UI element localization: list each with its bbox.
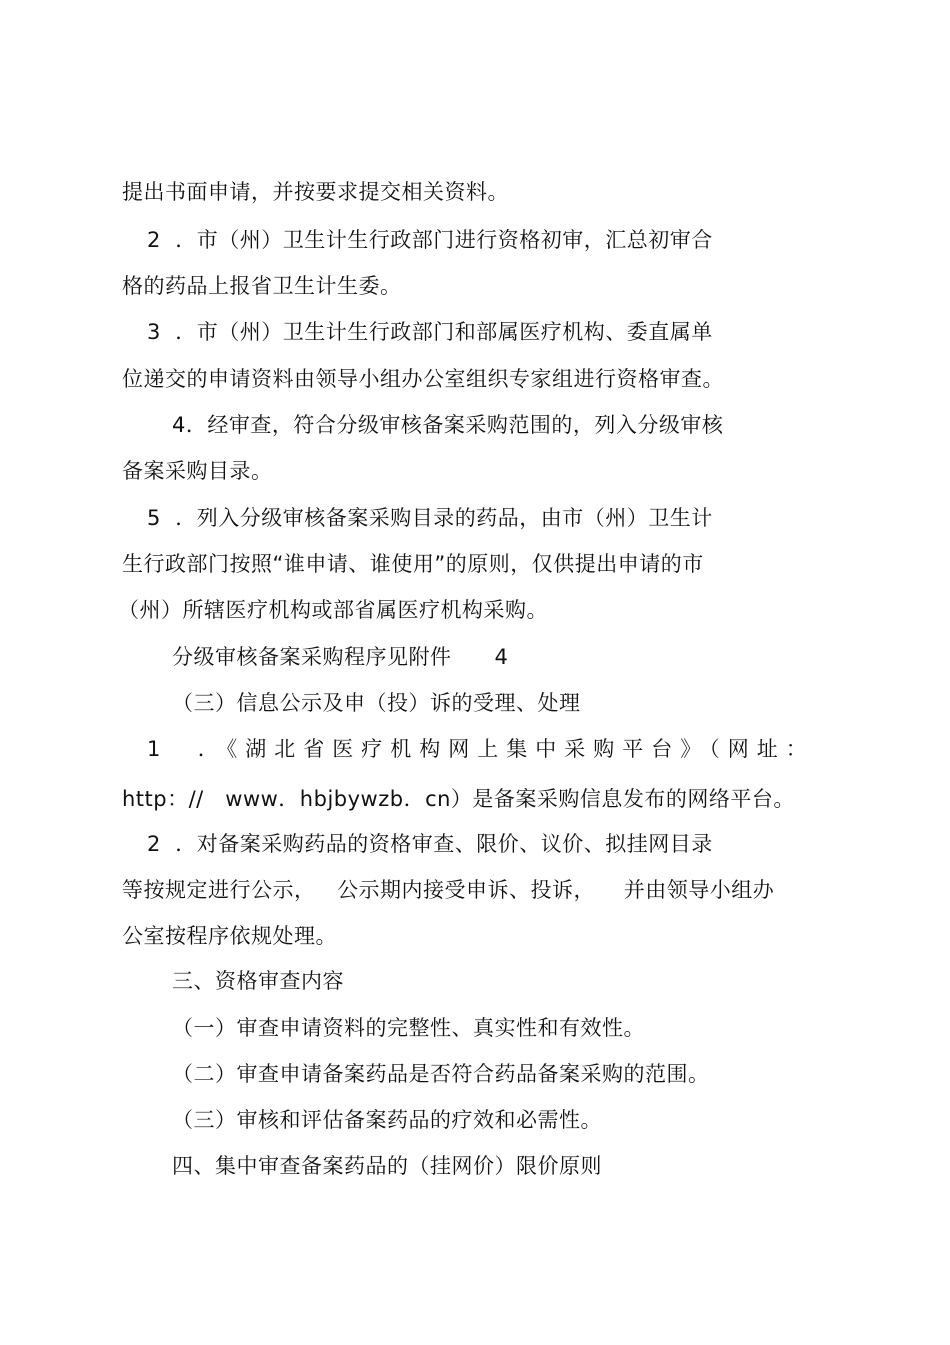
text-line: 分级审核备案采购程序见附件 4	[172, 645, 509, 669]
text-line: （二）审查申请备案药品是否符合药品备案采购的范围。	[172, 1062, 710, 1086]
text-line: 5 ．列入分级审核备案采购目录的药品，由市（州）卫生计	[147, 506, 713, 530]
text-line: 公室按程序依规处理。	[122, 924, 337, 948]
section-heading: （三）信息公示及申（投）诉的受理、处理	[172, 691, 581, 715]
text-line: http：// www．hbjbywzb．cn）是备案采购信息发布的网络平台。	[122, 787, 795, 811]
text-line: 3 ．市（州）卫生计生行政部门和部属医疗机构、委直属单	[147, 320, 713, 344]
text-line: 4．经审查，符合分级审核备案采购范围的，列入分级审核	[172, 413, 724, 437]
text-line: （州）所辖医疗机构或部省属医疗机构采购。	[118, 598, 548, 622]
text-line: 生行政部门按照“谁申请、谁使用”的原则，仅供提出申请的市	[122, 552, 704, 576]
text-line: 提出书面申请，并按要求提交相关资料。	[122, 180, 509, 204]
text-line: 位递交的申请资料由领导小组办公室组织专家组进行资格审查。	[122, 367, 724, 391]
text-line: 备案采购目录。	[122, 459, 273, 483]
text-line: 2 ．市（州）卫生计生行政部门进行资格初审，汇总初审合	[147, 228, 713, 252]
text-line: 2 ．对备案采购药品的资格审查、限价、议价、拟挂网目录	[147, 832, 713, 856]
section-heading: 四、集中审查备案药品的（挂网价）限价原则	[172, 1154, 602, 1178]
section-heading: 三、资格审查内容	[172, 969, 344, 993]
text-line: 格的药品上报省卫生计生委。	[122, 274, 402, 298]
text-line: （三）审核和评估备案药品的疗效和必需性。	[172, 1108, 602, 1132]
text-line: 1 ．《湖北省医疗机构网上集中采购平台》（网址：	[147, 737, 815, 761]
text-line: 等按规定进行公示， 公示期内接受申诉、投诉， 并由领导小组办	[122, 878, 775, 902]
text-line: （一）审查申请资料的完整性、真实性和有效性。	[172, 1016, 645, 1040]
